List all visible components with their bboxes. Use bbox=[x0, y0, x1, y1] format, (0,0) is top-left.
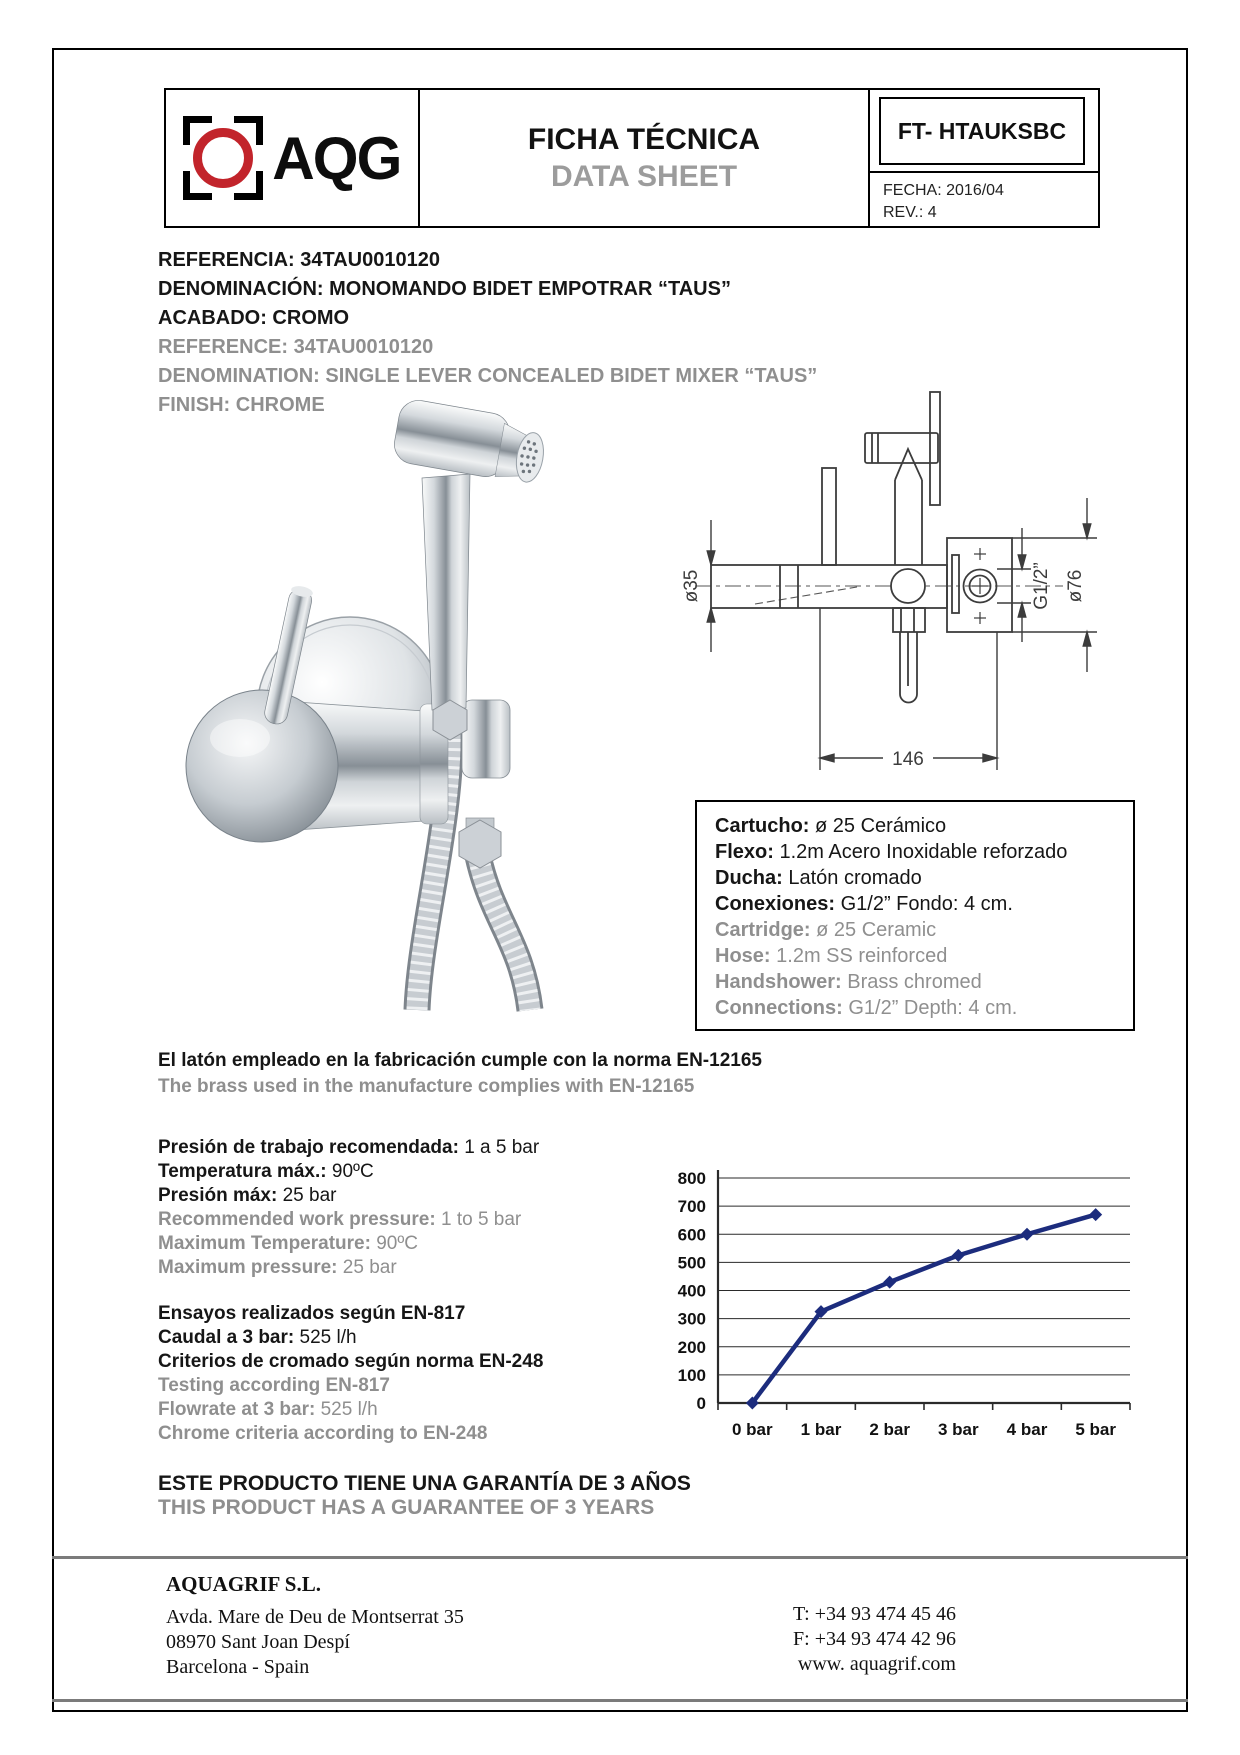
spec-row: Connections: G1/2” Depth: 4 cm. bbox=[715, 997, 1018, 1019]
fax-line: F: +34 93 474 42 96 bbox=[793, 1628, 956, 1650]
doc-code-cell bbox=[870, 90, 1098, 226]
spec-row: Hose: 1.2m SS reinforced bbox=[715, 945, 948, 967]
testing-row: Flowrate at 3 bar: 525 l/h bbox=[158, 1399, 378, 1420]
footer-divider-bottom bbox=[52, 1699, 1188, 1702]
testing-row: Criterios de cromado según norma EN-248 bbox=[158, 1351, 544, 1372]
website-line: www. aquagrif.com bbox=[797, 1653, 956, 1675]
logo-ring-icon bbox=[193, 128, 253, 188]
warranty-en: THIS PRODUCT HAS A GUARANTEE OF 3 YEARS bbox=[158, 1496, 655, 1519]
pressure-row: Recommended work pressure: 1 to 5 bar bbox=[158, 1209, 522, 1230]
denomination-en: DENOMINATION: SINGLE LEVER CONCEALED BIDET MIXER “TAUS” bbox=[158, 365, 818, 387]
aqg-logo-icon bbox=[183, 116, 263, 200]
svg-text:500: 500 bbox=[677, 1253, 706, 1273]
footer-divider-top bbox=[52, 1556, 1188, 1559]
doc-date: FECHA: 2016/04 bbox=[883, 182, 1004, 199]
flow-rate-chart bbox=[640, 1160, 1140, 1460]
testing-row: Caudal a 3 bar: 525 l/h bbox=[158, 1327, 357, 1348]
testing-row: Testing according EN-817 bbox=[158, 1375, 390, 1396]
finish-en: FINISH: CHROME bbox=[158, 394, 325, 416]
svg-text:0: 0 bbox=[696, 1394, 706, 1413]
doc-code: FT- HTAUKSBC bbox=[879, 97, 1085, 165]
dim-plate-diameter: ø76 bbox=[1065, 569, 1086, 603]
document-title bbox=[420, 90, 870, 226]
spec-row: Ducha: Latón cromado bbox=[715, 867, 922, 889]
code-divider bbox=[870, 171, 1098, 173]
svg-text:2 bar: 2 bar bbox=[869, 1420, 910, 1439]
title-en: DATA SHEET bbox=[550, 160, 738, 193]
denominacion-es: DENOMINACIÓN: MONOMANDO BIDET EMPOTRAR “TAUS” bbox=[158, 278, 731, 300]
spec-box bbox=[695, 800, 1135, 1031]
shower-holder bbox=[462, 700, 510, 778]
header bbox=[164, 88, 1100, 228]
phone-line: T: +34 93 474 45 46 bbox=[792, 1603, 956, 1625]
footer-contact-block bbox=[640, 1602, 956, 1677]
svg-text:1 bar: 1 bar bbox=[800, 1420, 842, 1439]
compliance-block bbox=[158, 1048, 918, 1100]
warranty-es: ESTE PRODUCTO TIENE UNA GARANTÍA DE 3 AÑOS bbox=[158, 1472, 691, 1495]
svg-text:5 bar: 5 bar bbox=[1075, 1420, 1116, 1439]
pressure-row: Presión máx: 25 bar bbox=[158, 1185, 337, 1206]
spec-row: Cartucho: ø 25 Cerámico bbox=[715, 815, 947, 837]
compliance-es: El latón empleado en la fabricación cumple con la norma EN-12165 bbox=[158, 1050, 762, 1071]
testing-row: Chrome criteria according to EN-248 bbox=[158, 1423, 488, 1444]
acabado-es: ACABADO: CROMO bbox=[158, 307, 350, 329]
spec-row: Conexiones: G1/2” Fondo: 4 cm. bbox=[715, 893, 1013, 915]
svg-text:700: 700 bbox=[677, 1197, 706, 1217]
svg-text:4 bar: 4 bar bbox=[1006, 1420, 1048, 1439]
spray-head bbox=[391, 397, 549, 486]
title-es: FICHA TÉCNICA bbox=[527, 123, 761, 156]
svg-text:300: 300 bbox=[677, 1309, 706, 1329]
svg-text:100: 100 bbox=[677, 1365, 706, 1385]
footer-company-block bbox=[166, 1572, 464, 1680]
svg-text:3 bar: 3 bar bbox=[938, 1420, 979, 1439]
spec-row: Handshower: Brass chromed bbox=[715, 971, 982, 993]
spec-row: Flexo: 1.2m Acero Inoxidable reforzado bbox=[715, 841, 1068, 863]
pressure-row: Temperatura máx.: 90ºC bbox=[158, 1161, 374, 1182]
svg-text:800: 800 bbox=[677, 1169, 706, 1188]
svg-text:400: 400 bbox=[677, 1281, 706, 1301]
svg-text:0 bar: 0 bar bbox=[732, 1420, 773, 1439]
logo bbox=[166, 90, 420, 226]
compliance-en: The brass used in the manufacture complies with EN-12165 bbox=[158, 1076, 695, 1097]
reference-en: REFERENCE: 34TAU0010120 bbox=[158, 336, 434, 358]
pressure-row: Maximum pressure: 25 bar bbox=[158, 1257, 397, 1278]
svg-text:200: 200 bbox=[677, 1337, 706, 1357]
company-name: AQUAGRIF S.L. bbox=[166, 1572, 321, 1596]
technical-drawing bbox=[615, 378, 1115, 778]
warranty-block bbox=[158, 1472, 918, 1520]
address-line: Avda. Mare de Deu de Montserrat 35 bbox=[166, 1606, 464, 1628]
referencia-es: REFERENCIA: 34TAU0010120 bbox=[158, 249, 440, 271]
address-line: 08970 Sant Joan Despí bbox=[166, 1631, 350, 1653]
dimension-lines bbox=[707, 498, 1097, 770]
pressure-row: Maximum Temperature: 90ºC bbox=[158, 1233, 419, 1254]
testing-row: Ensayos realizados según EN-817 bbox=[158, 1303, 466, 1324]
dimension-labels bbox=[681, 562, 1086, 770]
svg-text:600: 600 bbox=[677, 1225, 706, 1245]
pressure-row: Presión de trabajo recomendada: 1 a 5 bar bbox=[158, 1137, 540, 1158]
product-photo bbox=[170, 390, 650, 1020]
address-line: Barcelona - Spain bbox=[166, 1656, 310, 1678]
mixer-body bbox=[186, 690, 448, 842]
dim-width: 146 bbox=[892, 749, 924, 770]
testing-block bbox=[158, 1302, 678, 1446]
flow-rate-chart-svg bbox=[640, 1160, 1140, 1460]
spec-row: Cartridge: ø 25 Ceramic bbox=[715, 919, 937, 941]
brand-name: AQG bbox=[271, 124, 401, 192]
pressure-block bbox=[158, 1136, 678, 1280]
dim-thread: G1/2” bbox=[1031, 562, 1052, 610]
dim-body-diameter: ø35 bbox=[681, 569, 702, 603]
doc-revision: REV.: 4 bbox=[883, 204, 937, 221]
